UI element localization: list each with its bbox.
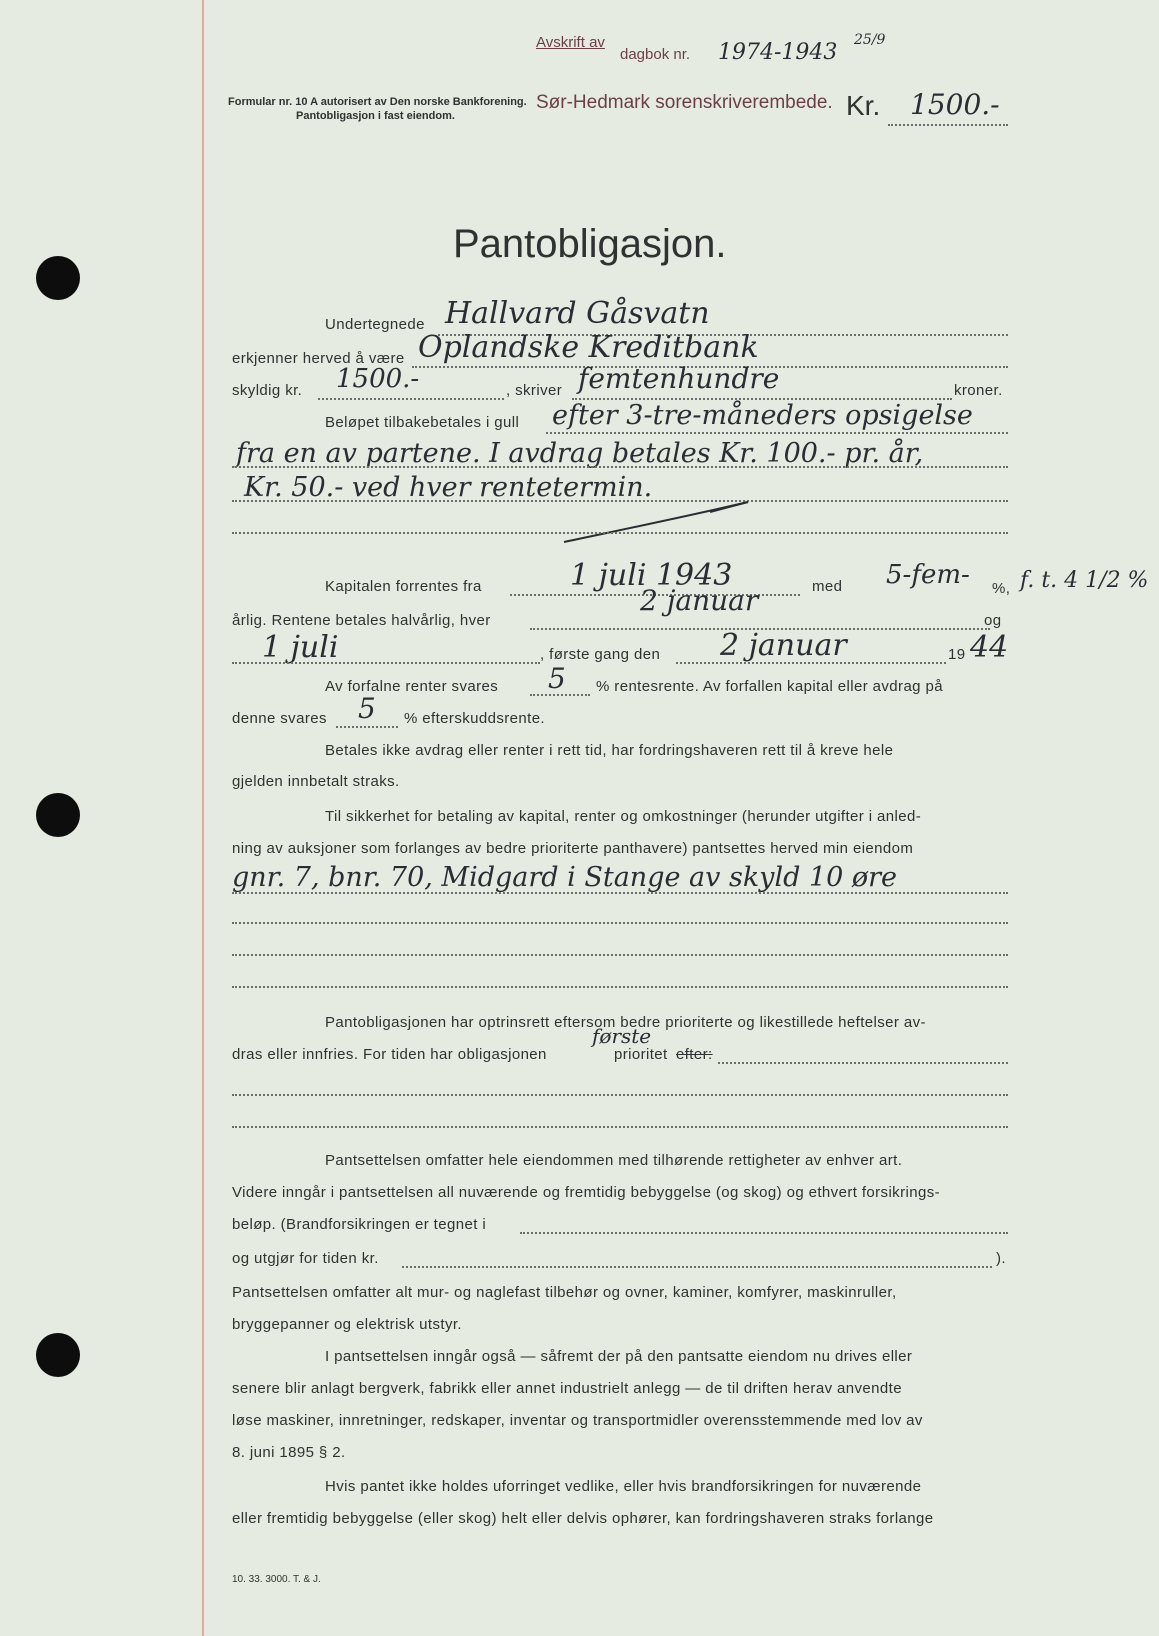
fill-line bbox=[232, 1094, 1008, 1096]
kr-amount: 1500.- bbox=[910, 88, 1000, 121]
aarlig-label: årlig. Rentene betales halvårlig, hver bbox=[232, 612, 491, 629]
optrinsrett-line-1: Pantobligasjonen har optrinsrett eftersom bedre prioriterte og likestillede heftelser av- bbox=[325, 1014, 926, 1031]
mur-line-2: bryggepanner og elektrisk utstyr. bbox=[232, 1316, 462, 1333]
belopet-line-1: efter 3-tre-måneders opsigelse bbox=[552, 400, 973, 431]
mur-line-1: Pantsettelsen omfatter alt mur- og naglefast tilbehør og ovner, kaminer, komfyrer, maskinruller, bbox=[232, 1284, 897, 1301]
undertegnede-value: Hallvard Gåsvatn bbox=[445, 296, 710, 331]
skyldig-value: 1500.- bbox=[336, 364, 420, 394]
belopet-label: Beløpet tilbakebetales i gull bbox=[325, 414, 520, 431]
omfatter-line-1: Pantsettelsen omfatter hele eiendommen med tilhørende rettigheter av enhver art. bbox=[325, 1152, 903, 1169]
fill-line bbox=[232, 922, 1008, 924]
fill-line bbox=[232, 986, 1008, 988]
ogsaa-line-2: senere blir anlagt bergverk, fabrikk eller annet industrielt anlegg — de til driften herav anvendte bbox=[232, 1380, 902, 1397]
omfatter-line-2: Videre inngår i pantsettelsen all nuværende og fremtidig bebyggelse (og skog) og ethvert forsikrings- bbox=[232, 1184, 940, 1201]
fill-line bbox=[232, 954, 1008, 956]
erkjenner-value: Oplandske Kreditbank bbox=[418, 330, 759, 365]
fill-line bbox=[232, 662, 540, 664]
stamp-dagbok: dagbok nr. bbox=[620, 46, 691, 63]
kapitalen-label: Kapitalen forrentes fra bbox=[325, 578, 482, 595]
denne-value: 5 bbox=[358, 692, 376, 725]
denne-rest: % efterskuddsrente. bbox=[404, 710, 546, 727]
betales-line-1: Betales ikke avdrag eller renter i rett tid, har fordringshaveren rett til å kreve hele bbox=[325, 742, 894, 759]
dagbok-number: 1974-1943 bbox=[718, 40, 838, 65]
kroner-label: kroner. bbox=[954, 382, 1003, 399]
fill-line bbox=[676, 662, 946, 664]
forfalne-value: 5 bbox=[548, 662, 566, 695]
undertegnede-label: Undertegnede bbox=[325, 316, 425, 333]
hvis-line-2: eller fremtidig bebyggelse (eller skog) helt eller delvis ophører, kan fordringshaveren straks forlange bbox=[232, 1510, 934, 1527]
denne-label: denne svares bbox=[232, 710, 327, 727]
erkjenner-label: erkjenner herved å være bbox=[232, 350, 405, 367]
footer-code: 10. 33. 3000. T. & J. bbox=[232, 1574, 321, 1585]
strike-mark bbox=[560, 496, 760, 546]
hvis-line-1: Hvis pantet ikke holdes uforringet vedlike, eller hvis brandforsikringen for nuværende bbox=[325, 1478, 922, 1495]
document-title: Pantobligasjon. bbox=[453, 222, 727, 266]
fill-line bbox=[520, 1232, 1008, 1234]
punch-hole bbox=[36, 1333, 80, 1377]
fill-line bbox=[318, 398, 504, 400]
og-label: og bbox=[984, 612, 1002, 629]
fill-line bbox=[232, 532, 1008, 534]
forfalne-label: Av forfalne renter svares bbox=[325, 678, 499, 695]
optrinsrett-line-2b: prioritet bbox=[614, 1046, 668, 1063]
fill-line bbox=[232, 1126, 1008, 1128]
skyldig-label: skyldig kr. bbox=[232, 382, 303, 399]
dagbok-date: 25/9 bbox=[854, 32, 886, 48]
omfatter-line-4: og utgjør for tiden kr. bbox=[232, 1250, 379, 1267]
belopet-line-2: fra en av partene. I avdrag betales Kr. 100.- pr. år, bbox=[236, 438, 924, 469]
med-label: med bbox=[812, 578, 843, 595]
ogsaa-line-1: I pantsettelsen inngår også — såfremt der på den pantsatte eiendom nu drives eller bbox=[325, 1348, 913, 1365]
forste-value: 2 januar bbox=[720, 628, 847, 663]
omfatter-line-4-end: ). bbox=[996, 1250, 1006, 1267]
fill-line bbox=[718, 1062, 1008, 1064]
fill-line bbox=[336, 726, 398, 728]
belopet-line-3: Kr. 50.- ved hver rentetermin. bbox=[244, 472, 653, 503]
med-value: 5-fem- bbox=[886, 560, 970, 590]
year-prefix: 19 bbox=[948, 646, 966, 663]
forste-label: , første gang den bbox=[540, 646, 661, 663]
form-line-2: Pantobligasjon i fast eiendom. bbox=[296, 110, 455, 122]
optrinsrett-line-2c: efter: bbox=[676, 1046, 713, 1063]
form-line-1: Formular nr. 10 A autorisert av Den norske Bankforening. bbox=[228, 96, 527, 108]
fill-line bbox=[546, 432, 1008, 434]
kr-line bbox=[888, 124, 1008, 126]
juli-value: 1 juli bbox=[262, 630, 339, 665]
ogsaa-line-4: 8. juni 1895 § 2. bbox=[232, 1444, 346, 1461]
year-value: 44 bbox=[970, 630, 1009, 665]
sikkerhet-line-1: Til sikkerhet for betaling av kapital, renter og omkostninger (herunder utgifter i anled- bbox=[325, 808, 922, 825]
pct-note: f. t. 4 1/2 % bbox=[1020, 568, 1149, 593]
ogsaa-line-3: løse maskiner, innretninger, redskaper, inventar og transportmidler overensstemmende med lov av bbox=[232, 1412, 923, 1429]
forfalne-rest: % rentesrente. Av forfallen kapital eller avdrag på bbox=[596, 678, 943, 695]
kapitalen-value: 1 juli 1943 bbox=[570, 558, 733, 593]
stamp-avskrift: Avskrift av bbox=[536, 34, 605, 51]
fill-line bbox=[530, 694, 590, 696]
punch-hole bbox=[36, 256, 80, 300]
optrinsrett-value: første bbox=[592, 1024, 652, 1048]
optrinsrett-line-2a: dras eller innfries. For tiden har obligasjonen bbox=[232, 1046, 547, 1063]
aarlig-value: 2 januar bbox=[640, 584, 759, 617]
betales-line-2: gjelden innbetalt straks. bbox=[232, 773, 400, 790]
pct-label: %, bbox=[992, 580, 1011, 597]
fill-line bbox=[402, 1266, 992, 1268]
skriver-value: femtenhundre bbox=[578, 362, 780, 395]
sikkerhet-line-2: ning av auksjoner som forlanges av bedre prioriterte panthavere) pantsettes herved min eiendom bbox=[232, 840, 914, 857]
skriver-label: , skriver bbox=[506, 382, 563, 399]
office-stamp: Sør-Hedmark sorenskriverembede. bbox=[536, 92, 833, 113]
omfatter-line-3: beløp. (Brandforsikringen er tegnet i bbox=[232, 1216, 487, 1233]
fill-line bbox=[232, 892, 1008, 894]
eiendom-value: gnr. 7, bnr. 70, Midgard i Stange av skyld 10 øre bbox=[232, 862, 898, 893]
margin-line bbox=[202, 0, 204, 1636]
kr-label: Kr. bbox=[846, 90, 881, 121]
fill-line bbox=[232, 466, 1008, 468]
punch-hole bbox=[36, 793, 80, 837]
